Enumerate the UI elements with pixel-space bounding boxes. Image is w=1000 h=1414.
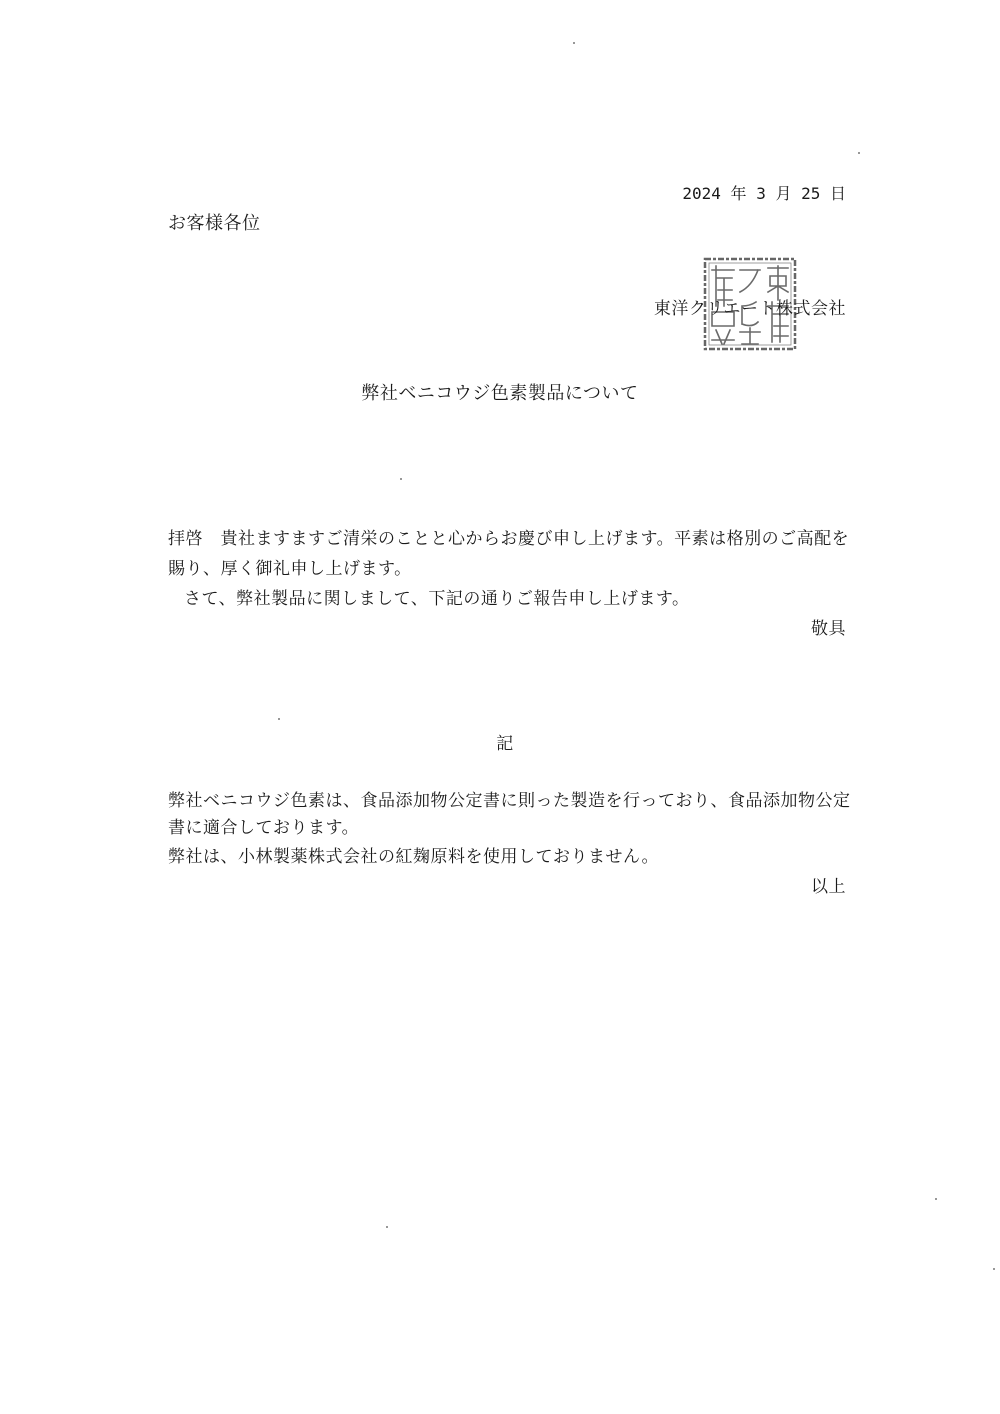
closing-keigu: 敬具 (811, 619, 846, 639)
scan-speck (858, 152, 860, 154)
end-mark: 以上 (811, 877, 846, 897)
record-heading: 記 (496, 734, 514, 754)
recipient: お客様各位 (168, 213, 261, 234)
scan-speck (278, 718, 280, 720)
letter-date: 2024 年 3 月 25 日 (682, 184, 846, 203)
scan-speck (400, 478, 402, 480)
scan-speck (993, 1268, 995, 1270)
statement-line-1: 弊社ベニコウジ色素は、食品添加物公定書に則った製造を行っており、食品添加物公定 (168, 791, 851, 811)
scan-speck (573, 42, 575, 44)
company-name: 東洋クリエート株式会社 (653, 299, 846, 319)
statement-line-2: 書に適合しております。 (168, 818, 360, 838)
letter-title: 弊社ベニコウジ色素製品について (361, 383, 639, 404)
greeting-line-1: 拝啓 貴社ますますご清栄のことと心からお慶び申し上げます。平素は格別のご高配を (168, 529, 850, 549)
greeting-line-3: さて、弊社製品に関しまして、下記の通りご報告申し上げます。 (184, 589, 690, 609)
statement-line-3: 弊社は、小林製薬株式会社の紅麹原料を使用しておりません。 (168, 847, 660, 867)
scan-speck (386, 1226, 388, 1228)
scan-speck (935, 1198, 937, 1200)
greeting-line-2: 賜り、厚く御礼申し上げます。 (168, 559, 412, 579)
